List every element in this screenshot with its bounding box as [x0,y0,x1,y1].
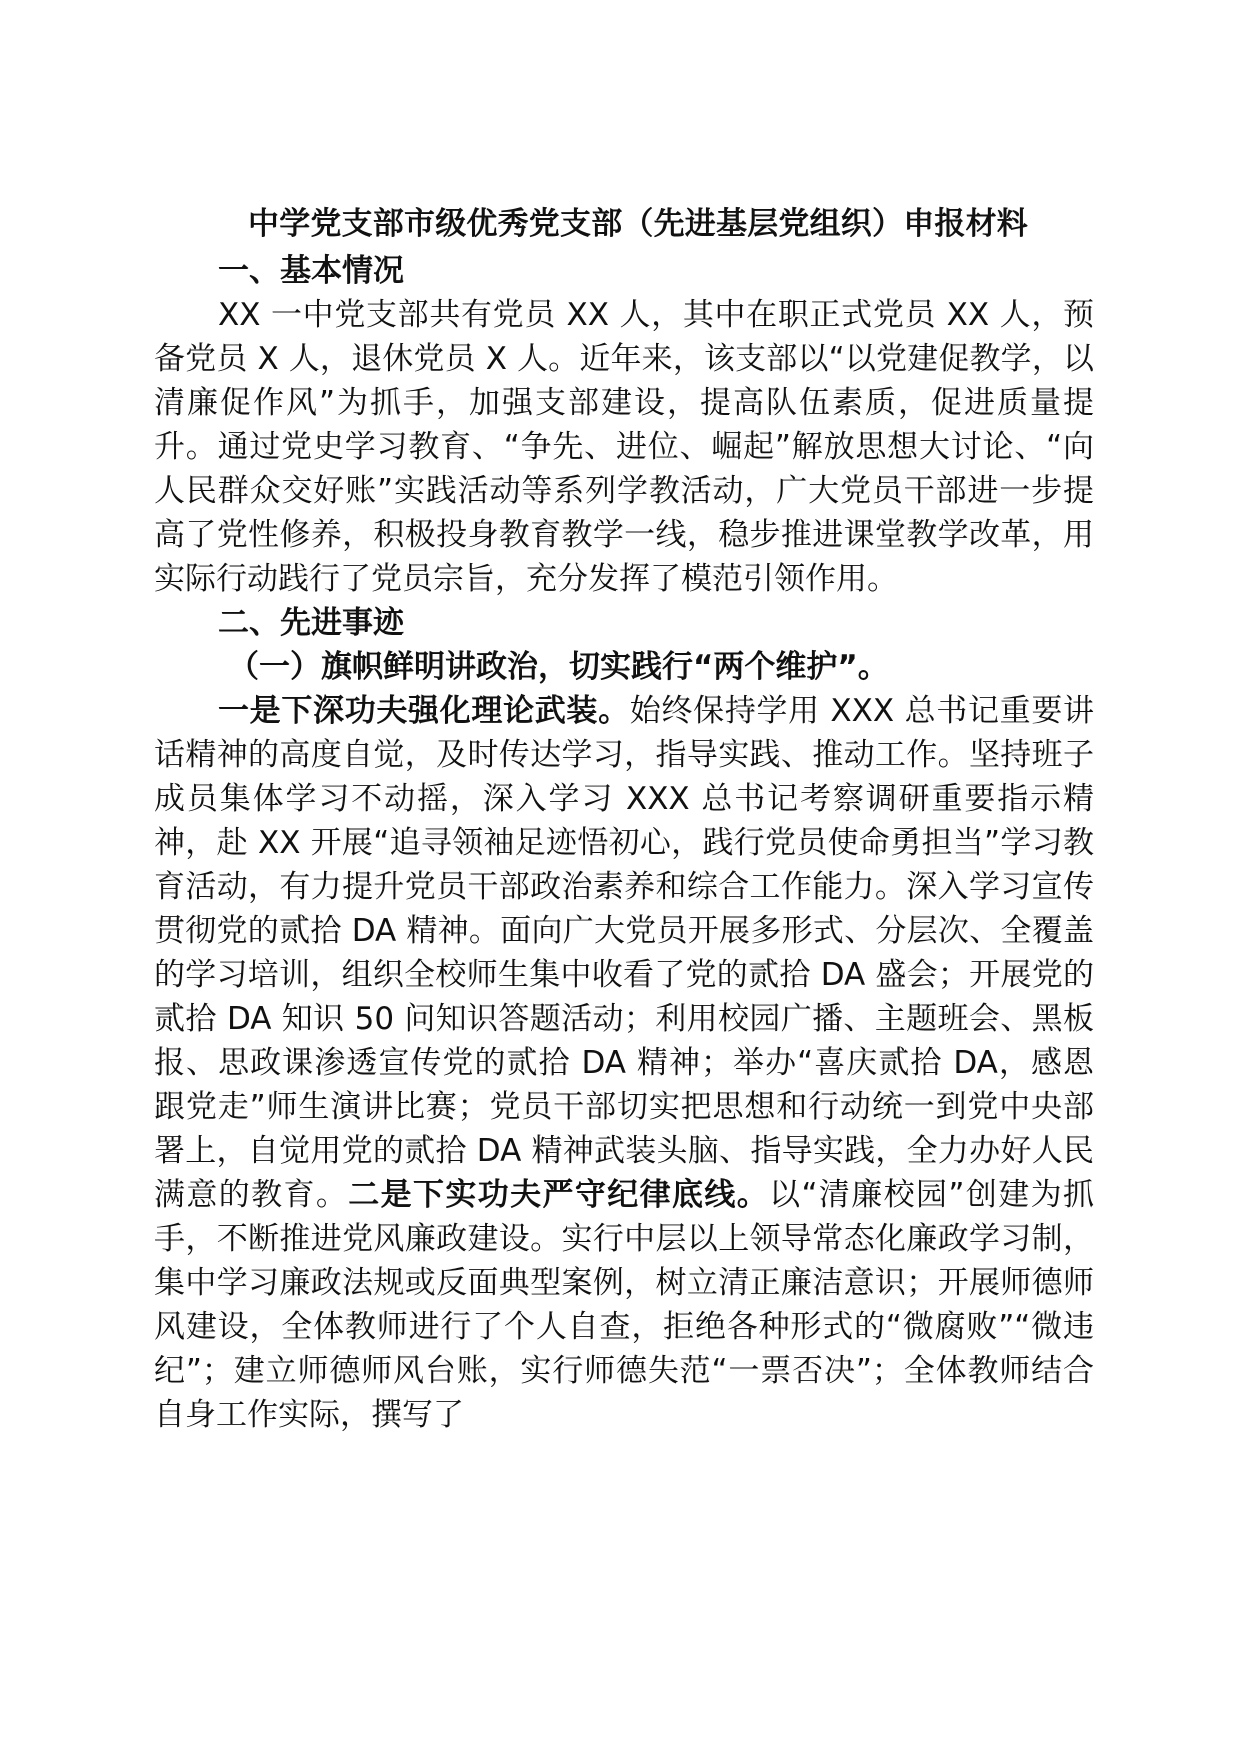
lead-discipline-bottom-line: 二是下实功夫严守纪律底线。 [348,1177,770,1213]
document-body [154,202,1094,1437]
lead-theory-armament: 一是下深功夫强化理论武装。 [218,693,630,729]
discipline-bottom-line-text: 以“清廉校园”创建为抓手，不断推进党风廉政建设。实行中层以上领导常态化廉政学习制，集中学习廉政法规或反面典型案例，树立清正廉洁意识；开展师德师风建设，全体教师进行了个人自查，拒绝各种形式的“微腐败”“微违纪”；建立师德师风台账，实行师德失范“一票否决”；全体教师结合自身工作实际，撰写了 [154,1177,1094,1433]
basic-info-paragraph: XX 一中党支部共有党员 XX 人，其中在职正式党员 XX 人，预备党员 X 人，退休党员 X 人。近年来，该支部以“以党建促教学，以清廉促作风”为抓手，加强支部建设，提高队伍素质，促进质量提升。通过党史学习教育、“争先、进位、崛起”解放思想大讨论、“向人民群众交好账”实践活动等系列学教活动，广大党员干部进一步提高了党性修养，积极投身教育教学一线，稳步推进课堂教学改革，用实际行动践行了党员宗旨，充分发挥了模范引领作用。 [154,297,1094,597]
theory-armament-text: 始终保持学用 XXX 总书记重要讲话精神的高度自觉，及时传达学习，指导实践、推动工作。坚持班子成员集体学习不动摇，深入学习 XXX 总书记考察调研重要指示精神，赴 XX 开展“追寻领袖足迹悟初心，践行党员使命勇担当”学习教育活动，有力提升党员干部政治素养和综合工作能力。深入学习宣传贯彻党的贰拾 DA 精神。面向广大党员开展多形式、分层次、全覆盖的学习培训，组织全校师生集中收看了党的贰拾 DA 盛会；开展党的贰拾 DA 知识 50 问知识答题活动；利用校园广播、主题班会、黑板报、思政课渗透宣传党的贰拾 DA 精神；举办“喜庆贰拾 DA，感恩跟党走”师生演讲比赛；党员干部切实把思想和行动统一到党中央部署上，自觉用党的贰拾 DA 精神武装头脑、指导实践，全力办好人民满意的教育。 [154,693,1095,1213]
achievements-paragraph [154,689,1094,1437]
document-title: 中学党支部市级优秀党支部（先进基层党组织）申报材料 [248,206,1028,242]
subsection-heading-politics: （一）旗帜鲜明讲政治，切实践行“两个维护”。 [228,649,889,685]
section-heading-basic-info: 一、基本情况 [218,253,404,289]
section-heading-achievements: 二、先进事迹 [218,605,404,641]
